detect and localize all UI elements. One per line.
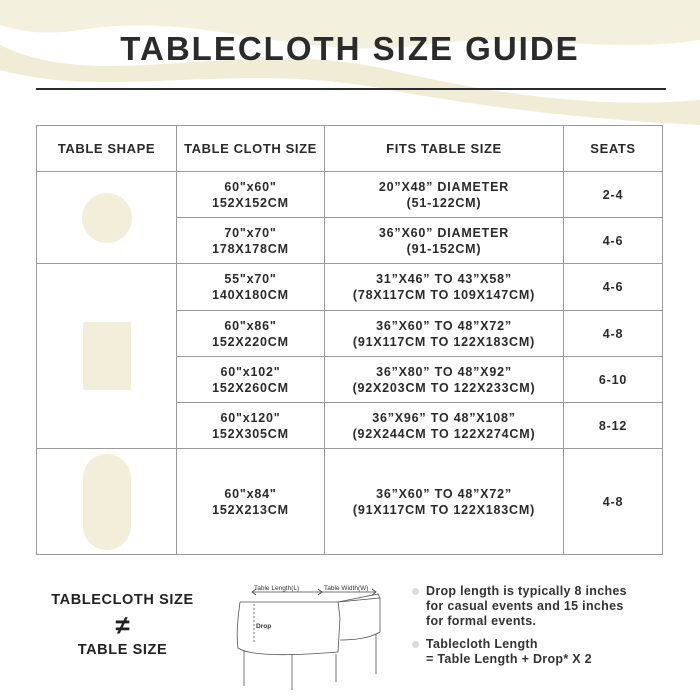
seats-cell: 4-8: [564, 449, 663, 555]
fits-size-cell: 36”X96” TO 48”X108” (92X244CM TO 122X274CM): [325, 403, 564, 449]
tablecloth-size-label: TABLECLOTH SIZE: [51, 592, 194, 608]
oval-table-shape-icon: [83, 454, 131, 550]
cloth-size-cell: 60"x120" 152X305CM: [177, 403, 325, 449]
header-seats: SEATS: [564, 126, 663, 172]
seats-cell: 4-6: [564, 218, 663, 264]
header-fits-table-size: FITS TABLE SIZE: [325, 126, 564, 172]
fits-size-cell: 31”X46” TO 43”X58” (78X117CM TO 109X147CM): [325, 264, 564, 311]
cloth-size-cell: 60"x84" 152X213CM: [177, 449, 325, 555]
tablecloth-diagram: [230, 578, 400, 693]
page-title: TABLECLOTH SIZE GUIDE: [120, 30, 580, 67]
seats-cell: 2-4: [564, 172, 663, 218]
fits-size-cell: 36”X60” TO 48”X72” (91X117CM TO 122X183CM): [325, 311, 564, 357]
drop-label: Drop: [256, 623, 272, 630]
seats-cell: 8-12: [564, 403, 663, 449]
shape-cell-rectangle: [37, 264, 177, 449]
bullet-icon: [412, 588, 419, 595]
table-row: [37, 172, 663, 218]
table-width-label: Table Width(W): [324, 585, 369, 592]
cloth-size-cell: 60"x60" 152X152CM: [177, 172, 325, 218]
table-length-label: Table Length(L): [254, 585, 300, 592]
table-row: [37, 449, 663, 555]
note-drop-length: Drop length is typically 8 inches for casual events and 15 inches for formal events.: [412, 584, 697, 629]
fits-size-cell: 20”X48” DIAMETER (51-122CM): [325, 172, 564, 218]
seats-cell: 4-6: [564, 264, 663, 311]
seats-cell: 6-10: [564, 357, 663, 403]
notes-list: [412, 584, 697, 667]
header-table-cloth-size: TABLE CLOTH SIZE: [177, 126, 325, 172]
seats-cell: 4-8: [564, 311, 663, 357]
bullet-icon: [412, 641, 419, 648]
table-header-row: [37, 126, 663, 172]
cloth-size-cell: 55"x70" 140X180CM: [177, 264, 325, 311]
size-not-equal-note: [30, 592, 215, 658]
cloth-size-cell: 60"x86" 152X220CM: [177, 311, 325, 357]
title-divider: [36, 88, 666, 90]
table-size-label: TABLE SIZE: [77, 642, 168, 658]
table-row: [37, 264, 663, 311]
fits-size-cell: 36”X60” DIAMETER (91-152CM): [325, 218, 564, 264]
header-table-shape: TABLE SHAPE: [37, 126, 177, 172]
not-equal-symbol: ≠: [115, 610, 130, 640]
table-illustration: [237, 594, 380, 690]
cloth-size-cell: 60"x102" 152X260CM: [177, 357, 325, 403]
shape-cell-oval: [37, 449, 177, 555]
fits-size-cell: 36”X80” TO 48”X92” (92X203CM TO 122X233CM): [325, 357, 564, 403]
size-guide-table: [36, 125, 663, 555]
note-tablecloth-length: Tablecloth Length = Table Length + Drop* X 2: [412, 637, 697, 667]
cloth-size-cell: 70"x70" 178X178CM: [177, 218, 325, 264]
rectangle-table-shape-icon: [83, 322, 131, 390]
shape-cell-round: [37, 172, 177, 264]
round-table-shape-icon: [82, 193, 132, 243]
fits-size-cell: 36”X60” TO 48”X72” (91X117CM TO 122X183CM): [325, 449, 564, 555]
